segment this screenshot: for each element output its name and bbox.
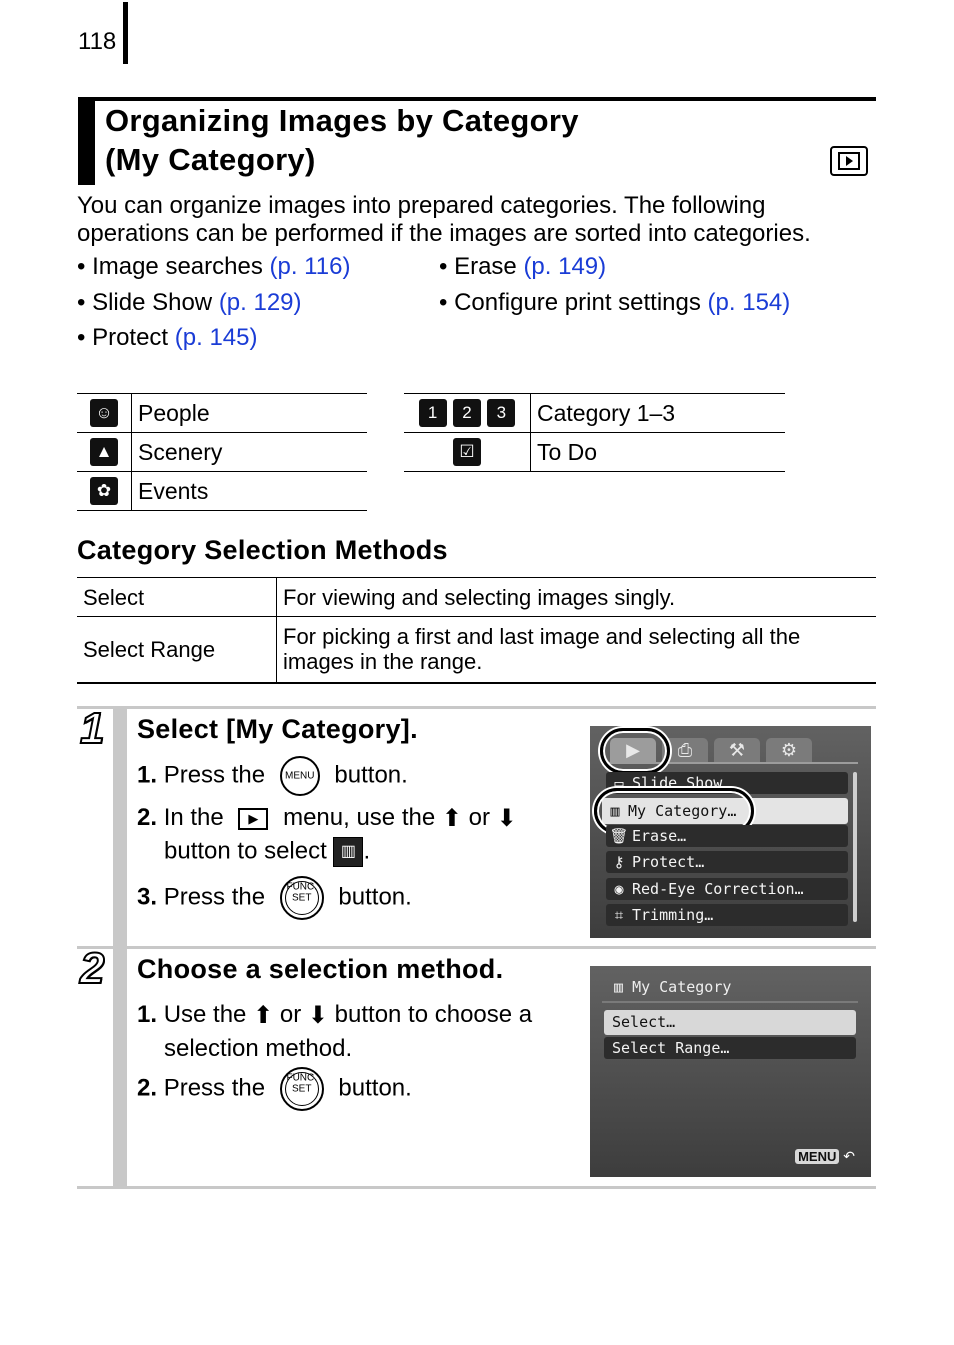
step2-line1: 1. Use the ⬆ or ⬇ button to choose a	[137, 1001, 533, 1029]
my-menu-tab-icon: ⚙	[766, 738, 812, 762]
category-3-icon: 3	[487, 399, 515, 427]
methods-table	[77, 577, 876, 684]
menu-item-select[interactable]: Select…	[604, 1010, 856, 1035]
my-category-icon: ▥	[610, 802, 620, 820]
step1-sidebar	[113, 709, 127, 947]
category-table-right	[404, 393, 785, 472]
table-row: Select For viewing and selecting images singly.	[77, 578, 876, 617]
people-icon: ☺	[90, 399, 118, 427]
func-set-button-icon: FUNC. SET	[280, 1067, 324, 1111]
step2-sidebar	[113, 949, 127, 1187]
print-tab-icon: ⎙	[662, 738, 708, 762]
up-arrow-icon: ⬆	[441, 804, 462, 832]
playback-mode-icon	[830, 146, 868, 176]
menu-item-my-category[interactable]: ▥ My Category…	[602, 798, 848, 824]
to-do-icon: ☑	[453, 438, 481, 466]
table-row: ☺ People	[77, 394, 367, 433]
table-row: Select Range For picking a first and last image and selecting all the images in the range.	[77, 617, 876, 683]
playback-menu-icon: ▶	[238, 808, 268, 830]
step2-title: Choose a selection method.	[137, 954, 504, 984]
page-link[interactable]: (p. 145)	[174, 324, 258, 351]
step2-number: 2	[80, 944, 105, 993]
key-icon: ⚷	[613, 853, 625, 871]
bullet-print-settings: • Configure print settings (p. 154)	[439, 289, 791, 316]
step1-title: Select [My Category].	[137, 714, 418, 744]
crop-icon: ⌗	[614, 906, 624, 924]
bullet-erase: • Erase (p. 149)	[439, 253, 607, 280]
page-link[interactable]: (p. 116)	[269, 253, 351, 280]
category-1-icon: 1	[419, 399, 447, 427]
func-set-button-icon: FUNC. SET	[280, 876, 324, 920]
page-title-line1: Organizing Images by Category	[105, 103, 579, 138]
category-table-left	[77, 393, 367, 511]
camera-screen-playback-menu	[590, 726, 871, 938]
trash-icon: 🗑	[609, 827, 629, 845]
scenery-icon: ▲	[90, 438, 118, 466]
setup-tab-icon: ⚒	[714, 738, 760, 762]
table-row: ☑ To Do	[404, 433, 785, 472]
category-2-icon: 2	[453, 399, 481, 427]
menu-item-protect[interactable]: ⚷ Protect…	[606, 851, 848, 873]
page-link[interactable]: (p. 129)	[218, 289, 302, 316]
red-eye-icon: ◉	[614, 880, 624, 898]
step2-line2: 2. Press the FUNC. SET button.	[137, 1067, 412, 1111]
up-arrow-icon: ⬆	[253, 1001, 274, 1029]
screen-title: ▥ My Category	[614, 978, 732, 996]
bullet-image-searches: • Image searches (p. 116)	[77, 253, 351, 280]
step1-rule	[77, 706, 876, 709]
down-arrow-icon: ⬇	[307, 1001, 328, 1029]
step1-line1: 1. Press the MENU button.	[137, 756, 408, 796]
menu-item-red-eye[interactable]: ◉ Red-Eye Correction…	[606, 878, 848, 900]
intro-text: You can organize images into prepared categories. The following operations can be performed if the images are sorted into categories.	[77, 192, 811, 247]
camera-screen-my-category	[590, 966, 871, 1177]
menu-item-select-range[interactable]: Select Range…	[604, 1037, 856, 1059]
events-icon: ✿	[90, 477, 118, 505]
step2-rule	[77, 946, 876, 949]
highlight-ring	[600, 728, 670, 774]
section-heading: Category Selection Methods	[77, 535, 448, 565]
table-row: 1 2 3 Category 1–3	[404, 394, 785, 433]
table-row: ▲ Scenery	[77, 433, 367, 472]
menu-item-slide-show[interactable]: ▭ Slide Show	[606, 772, 848, 794]
playback-tab-icon: ▶	[610, 738, 656, 762]
page-link[interactable]: (p. 149)	[523, 253, 607, 280]
slide-show-icon: ▭	[614, 774, 624, 792]
page-title-line2: (My Category)	[105, 142, 316, 177]
step1-number: 1	[80, 704, 105, 753]
page-title	[105, 101, 579, 179]
bullet-slide-show: • Slide Show (p. 129)	[77, 289, 302, 316]
scrollbar[interactable]	[853, 772, 857, 922]
menu-item-erase[interactable]: 🗑 Erase…	[606, 825, 848, 847]
table-row: ✿ Events	[77, 472, 367, 511]
my-category-icon: ▥	[333, 837, 363, 867]
step1-line3: 3. Press the FUNC. SET button.	[137, 876, 412, 920]
menu-button-icon: MENU	[280, 756, 320, 796]
title-marker	[78, 101, 95, 185]
back-arrow-icon: ↶	[843, 1148, 855, 1164]
step1-line2: 2. In the ▶ menu, use the ⬆ or ⬇	[137, 804, 517, 832]
down-arrow-icon: ⬇	[496, 804, 517, 832]
bottom-rule	[77, 1186, 876, 1189]
page-number: 118	[78, 28, 117, 55]
menu-back-hint[interactable]: MENU ↶	[795, 1148, 855, 1165]
page-number-bar	[123, 2, 128, 64]
page-link[interactable]: (p. 154)	[707, 289, 791, 316]
step1-line2-cont: button to select ▥ .	[164, 837, 370, 867]
menu-item-trimming[interactable]: ⌗ Trimming…	[606, 904, 848, 926]
bullet-protect: • Protect (p. 145)	[77, 324, 258, 351]
my-category-icon: ▥	[614, 978, 624, 996]
step2-line1-cont: selection method.	[164, 1035, 353, 1062]
